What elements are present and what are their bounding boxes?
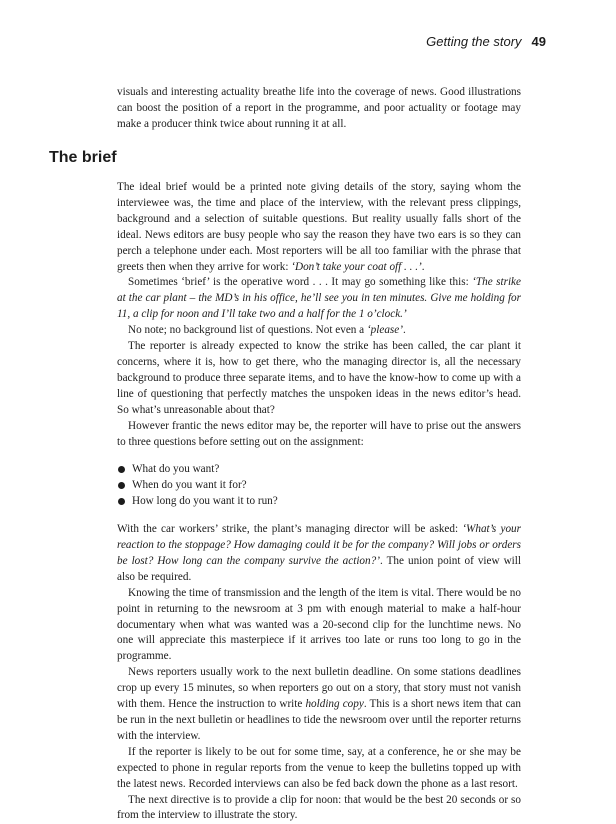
paragraph-transmission-time: Knowing the time of transmission and the length of the item is vital. There would be no point in returning to the newsroom at 3 pm with enough material to make a half-hour documentary when what was wanted was a 20-second clip for the lunchtime news. No one will appreciate this masterpiece if it arrives too late or runs too long to go in the programme. — [117, 586, 521, 663]
section-heading: The brief — [49, 149, 117, 166]
p3-quote: ‘please’ — [366, 324, 403, 337]
p1-quote: ‘Don’t take your coat off . . .’ — [291, 260, 422, 273]
questions-list — [117, 462, 521, 510]
paragraph-ideal-brief — [117, 180, 521, 275]
paragraph-regular-reports: If the reporter is likely to be out for some time, say, at a conference, he or she may be expected to phone in regular reports from the venue to keep the bulletins topped up with the latest news. Recorded interviews can also be fed back down the phone as a last resort. — [117, 745, 521, 790]
paragraph-bulletin-deadline — [117, 665, 521, 745]
list-item: What do you want? — [117, 462, 521, 478]
paragraph-next-directive: The next directive is to provide a clip for noon: that would be the best 20 seconds or so from the interview to illustrate the story. — [117, 793, 521, 822]
p3-text: No note; no background list of questions. Not even a — [128, 324, 367, 337]
paragraph-operative-word — [117, 275, 521, 323]
p2-text: Sometimes ‘brief’ is the operative word . . . It may go something like this: — [128, 276, 473, 289]
p1-text: The ideal brief would be a printed note giving details of the story, saying whom the interviewee was, the time and place of the interview, with the relevant press clippings, background and a selection of suitable questions. But reality usually falls short of the ideal. News editors are busy people who say the reason they have two ears is so they can perch a telephone under each. Most reporters will be all too familiar with the phrase that greets then when they arrive for work: — [117, 181, 521, 273]
page-number: 49 — [531, 34, 546, 49]
intro-block — [117, 85, 521, 133]
paragraph-car-workers — [117, 522, 521, 586]
p8-text: News reporters usually work to the next bulletin deadline. On some stations deadlines crop up every 15 minutes, so when reporters go out on a story, that story must not vanish with them. Hence the instruction to write — [117, 666, 521, 711]
p3-end: . — [402, 324, 406, 337]
list-item: When do you want it for? — [117, 478, 521, 494]
p2-quote: ‘The strike at the car plant – the MD’s in his office, he’ll see you in ten minutes. Give me holding for 11, a clip for noon and I’ll take two and a half for the 1 o’clock.’ — [117, 276, 521, 321]
p1-end: . — [421, 260, 425, 273]
body-block — [117, 180, 521, 824]
list-item: How long do you want it to run? — [117, 494, 521, 510]
paragraph-no-note — [117, 323, 521, 339]
intro-paragraph: visuals and interesting actuality breathe life into the coverage of news. Good illustrations can boost the position of a report in the programme, and poor actuality or footage may make a producer think twice about running it at all. — [117, 86, 521, 130]
p6-text: With the car workers’ strike, the plant’s managing director will be asked: — [117, 523, 463, 536]
running-header — [0, 34, 546, 49]
paragraph-reporter-expected: The reporter is already expected to know the strike has been called, the car plant it concerns, where it is, how to get there, who the managing director is, all the necessary background to produce three separate items, and to have the know-how to come up with a line of questioning that perfectly matches the unspoken ideas in the news editor’s head. So what’s unreasonable about that? — [117, 340, 521, 416]
p6-quote: ‘What’s your reaction to the stoppage? How damaging could it be for the company? Will jobs or orders be lost? How long can the company survive the action?’ — [117, 523, 522, 567]
running-title: Getting the story — [426, 34, 522, 49]
p8-term: holding copy — [305, 698, 364, 711]
p8-end: . This is a short news item that can be run in the next bulletin or headlines to tide the newsroom over until the reporter returns with the interview. — [117, 698, 521, 742]
paragraph-frantic-editor: However frantic the news editor may be, the reporter will have to prise out the answers to three questions before setting out on the assignment: — [117, 419, 521, 448]
p6-end: . The union point of view will also be required. — [117, 554, 521, 583]
